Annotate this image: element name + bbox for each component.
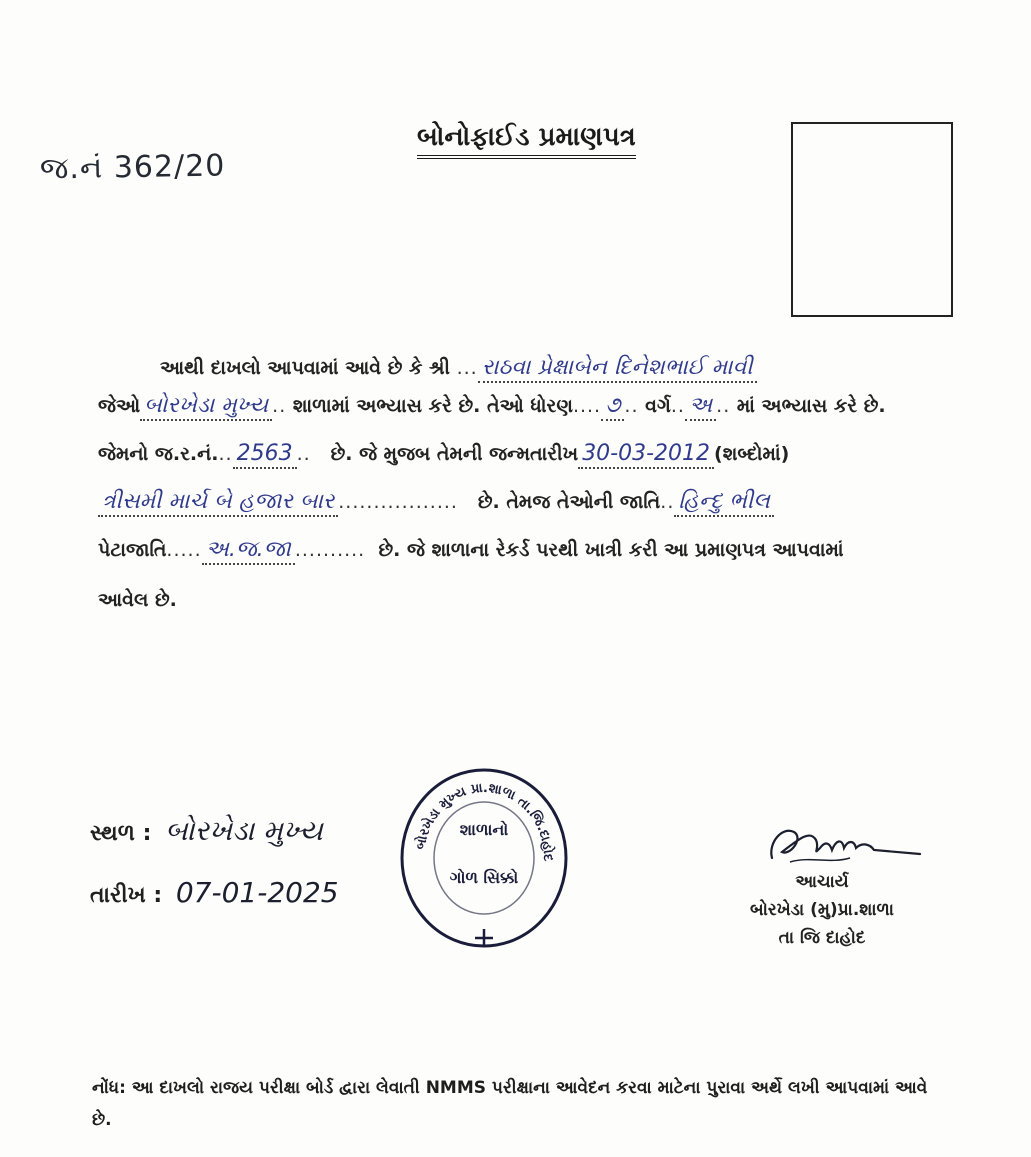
document-title: બોનોફાઈડ પ્રમાણપત્ર bbox=[417, 122, 636, 159]
body-line-6 bbox=[98, 580, 177, 620]
school-seal bbox=[398, 765, 570, 951]
body-line-4: ત્રીસમી માર્ચ બે હજાર બાર ................. છે. તેમજ તેઓની જાતિ.. હિન્દુ ભીલ bbox=[98, 482, 774, 522]
body-line-3: જેમનો જ.ર.નં... 2563 .. છે. જે મુજબ તેમની જન્મતારીખ 30-03-2012 (શબ્દોમાં) bbox=[98, 434, 789, 474]
line3-prefix: જેમનો જ.ર.નં. bbox=[98, 443, 219, 465]
date-value: 07-01-2025 bbox=[175, 876, 339, 909]
serial-number: જ.નં 362/20 bbox=[39, 148, 226, 187]
place-date-block bbox=[90, 800, 339, 924]
line5-prefix: પેટાજાતિ bbox=[98, 539, 167, 561]
seal-ring-text: બોરખેડા મુખ્ય પ્રા.શાળા તા.જિ.દાહોદ bbox=[413, 780, 556, 862]
photo-placeholder bbox=[791, 122, 953, 317]
class-label: વર્ગ bbox=[645, 395, 671, 417]
seal-center-line-2: ગોળ સિક્કો bbox=[449, 868, 519, 887]
division: અ bbox=[685, 393, 716, 421]
line2-mid: શાળામાં અભ્યાસ કરે છે. તેઓ ધોરણ bbox=[292, 395, 573, 417]
body-line-2: જેઓ બોરખેડા મુખ્ય .. શાળામાં અભ્યાસ કરે છે. તેઓ ધોરણ.... ૭ .. વર્ગ.. અ .. માં અભ્યાસ કરે છે. bbox=[98, 386, 886, 426]
body-line-5: પેટાજાતિ..... અ.જ.જા .......... છે. જે શાળાના રેકર્ડ પરથી ખાત્રી કરી આ પ્રમાણપત્ર આપવામાં bbox=[98, 530, 844, 570]
principal-title: આચાર્ય bbox=[795, 872, 849, 892]
principal-location: તા જિ દાહોદ bbox=[778, 928, 866, 948]
place-label: સ્થળ : bbox=[90, 821, 152, 846]
principal-block bbox=[722, 868, 922, 952]
date-label: તારીખ : bbox=[90, 883, 163, 908]
line1-prefix: આથી દાખલો આપવામાં આવે છે કે શ્રી bbox=[160, 357, 450, 379]
body-line-1: આથી દાખલો આપવામાં આવે છે કે શ્રી ... રાઠવા પ્રેક્ષાબેન દિનેશભાઈ માવી bbox=[160, 348, 757, 388]
sub-caste: અ.જ.જા bbox=[202, 537, 295, 565]
date-of-birth: 30-03-2012 bbox=[578, 441, 714, 469]
seal-center-line-1: શાળાનો bbox=[459, 820, 509, 839]
line4-mid: છે. તેમજ તેઓની જાતિ bbox=[477, 491, 661, 513]
footer-note: નોંધ: આ દાખલો રાજય પરીક્ષા બોર્ડ દ્વારા લેવાતી NMMS પરીક્ષાના આવેદન કરવા માટેના પુરાવા અર્થે લખી આપવામાં આવે છે. bbox=[92, 1078, 928, 1130]
line5-suffix: છે. જે શાળાના રેકર્ડ પરથી ખાત્રી કરી આ પ્રમાણપત્ર આપવામાં bbox=[378, 539, 844, 561]
student-name: રાઠવા પ્રેક્ષાબેન દિનેશભાઈ માવી bbox=[478, 355, 757, 383]
caste: હિન્દુ ભીલ bbox=[674, 489, 773, 517]
line6: આવેલ છે. bbox=[98, 589, 177, 611]
line2-prefix: જેઓ bbox=[98, 395, 141, 417]
school-name: બોરખેડા મુખ્ય bbox=[140, 393, 272, 421]
line3-suffix: (શબ્દોમાં) bbox=[714, 443, 790, 465]
date-row bbox=[90, 862, 339, 924]
line2-suffix: માં અભ્યાસ કરે છે. bbox=[736, 395, 886, 417]
principal-school: બોરખેડા (મુ)પ્રા.શાળા bbox=[750, 900, 894, 920]
place-row bbox=[90, 800, 339, 862]
line3-mid: છે. જે મુજબ તેમની જન્મતારીખ bbox=[330, 443, 579, 465]
place-value: બોરખેડા મુખ્ય bbox=[165, 814, 323, 847]
standard: ૭ bbox=[601, 393, 624, 421]
gr-number: 2563 bbox=[233, 441, 297, 469]
dob-in-words: ત્રીસમી માર્ચ બે હજાર બાર bbox=[98, 489, 338, 517]
